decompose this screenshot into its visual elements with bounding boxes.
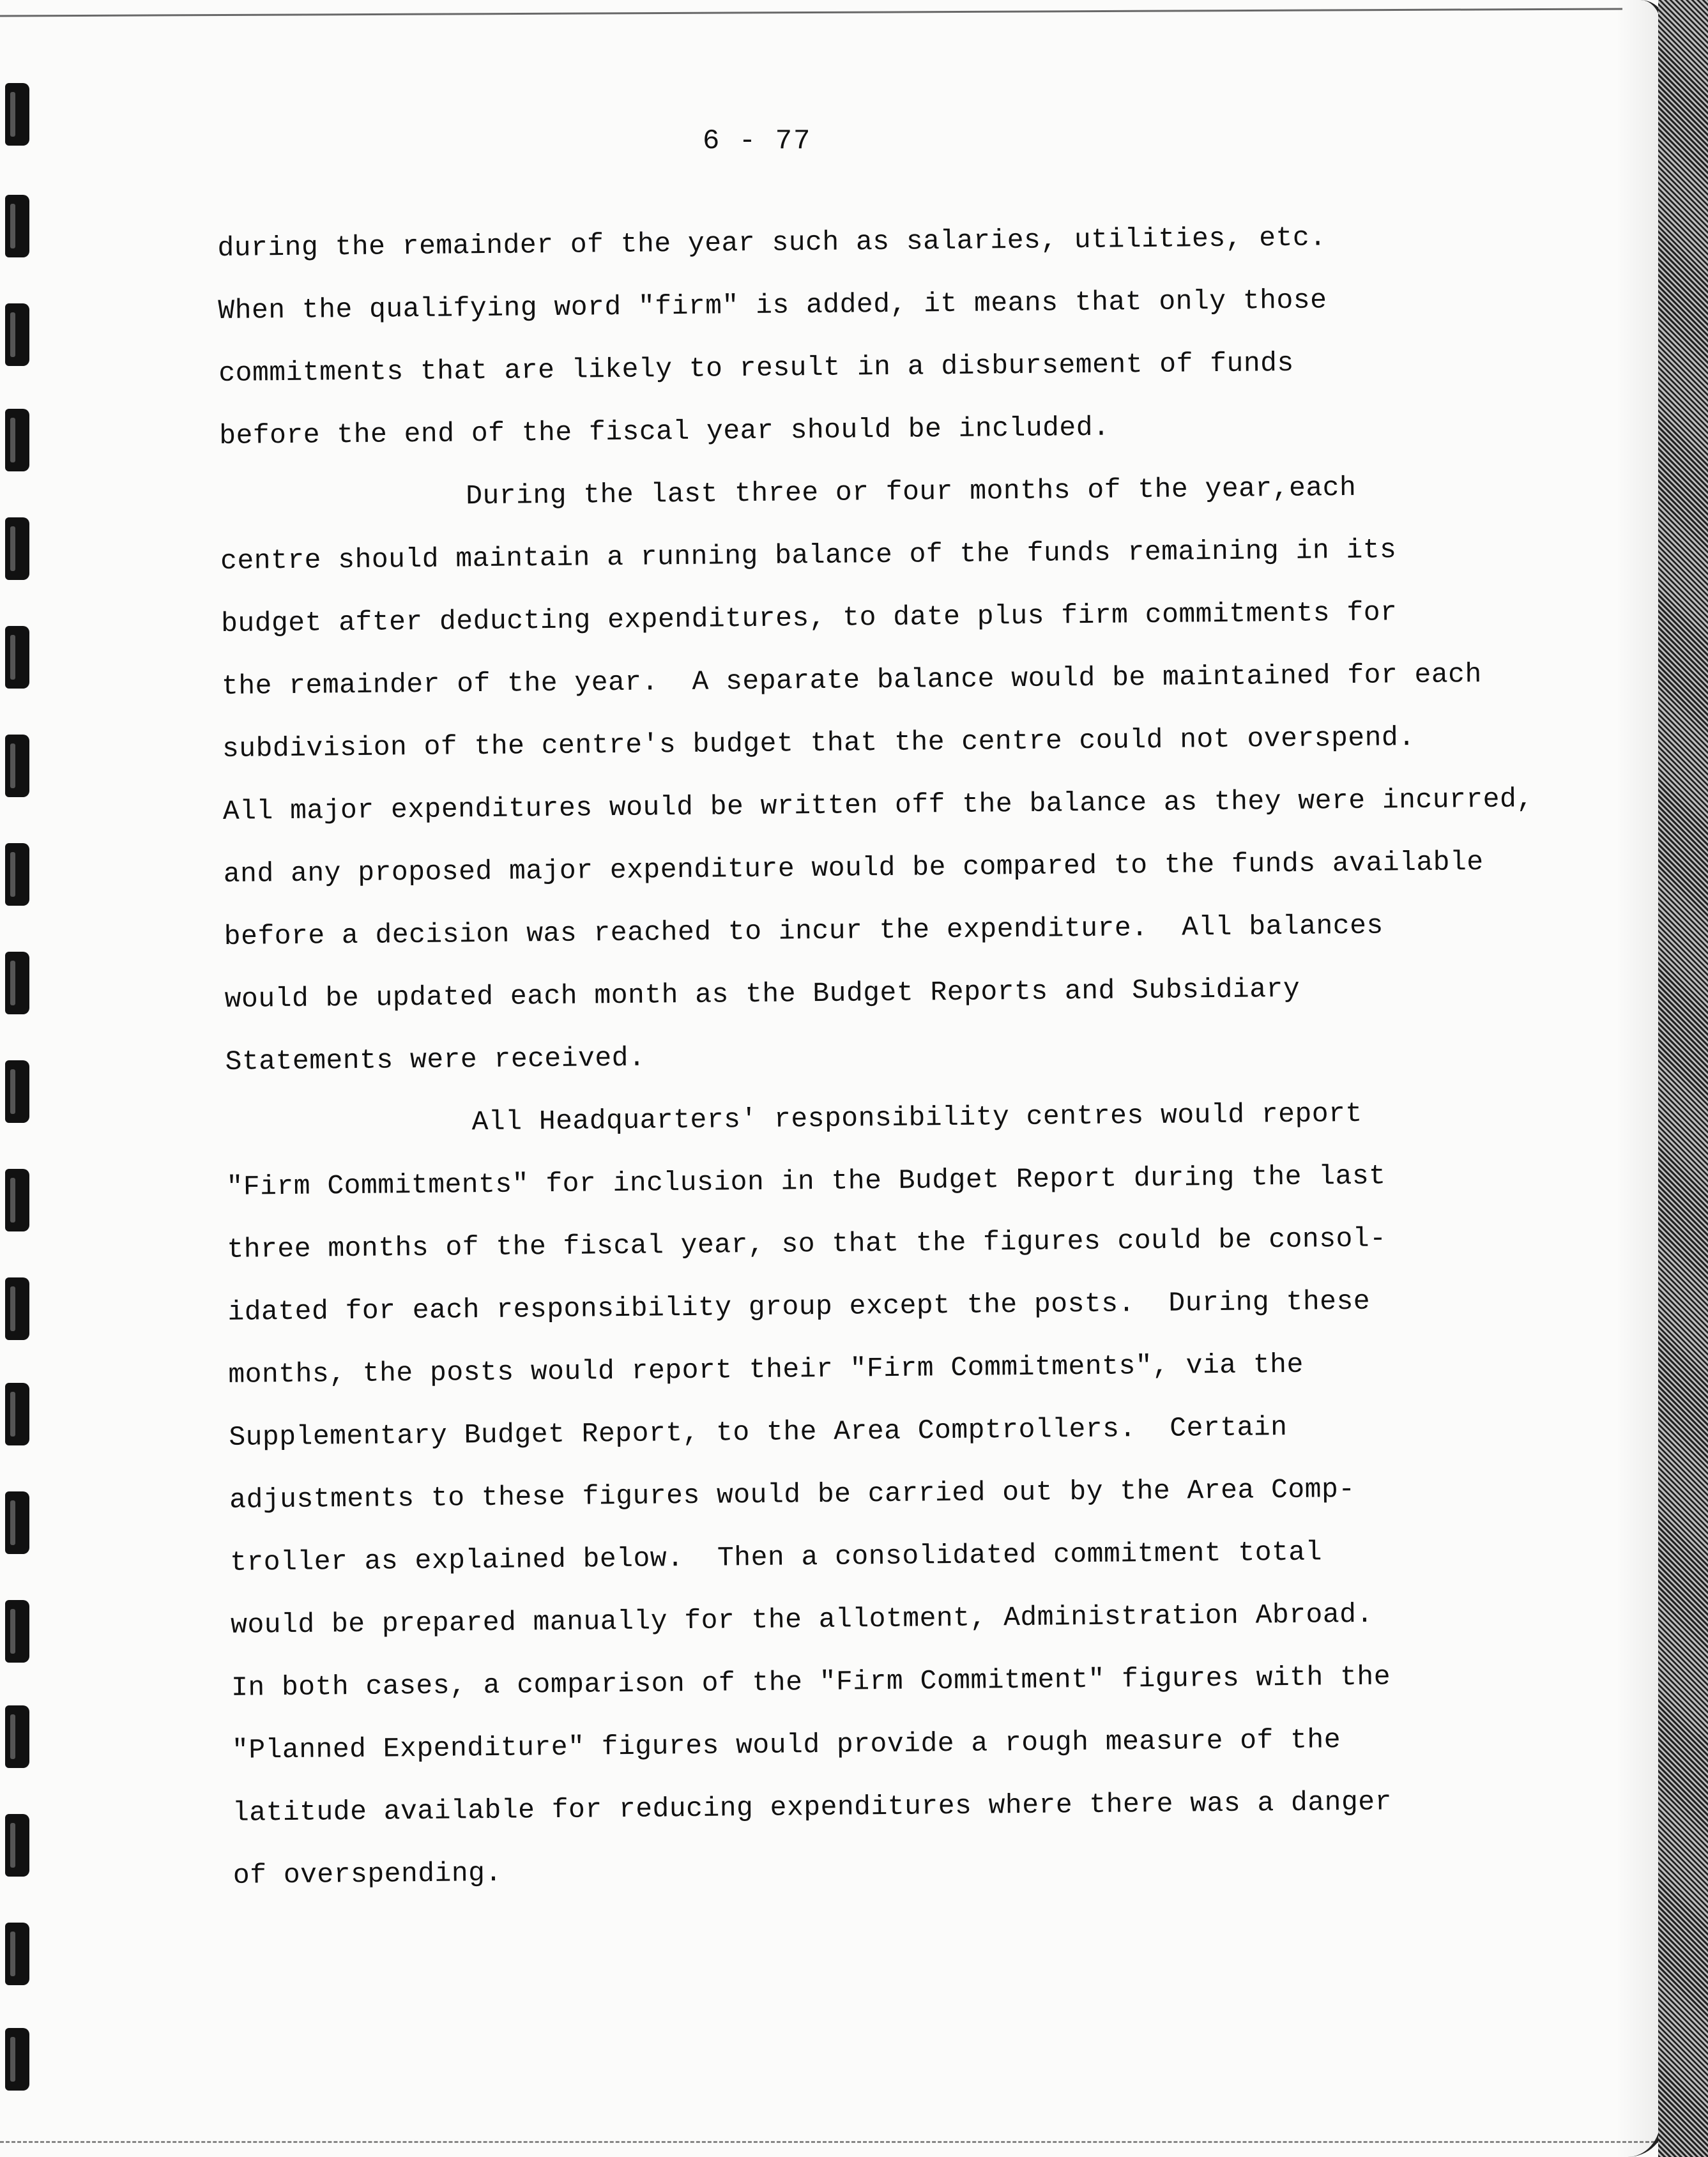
binding-clip (5, 952, 29, 1014)
text-line: latitude available for reducing expenditures where there was a danger (232, 1786, 1392, 1829)
text-line: idated for each responsibility group except the posts. During these (227, 1285, 1371, 1328)
text-line: the remainder of the year. A separate balance would be maintained for each (221, 659, 1483, 702)
text-line: When the qualifying word "firm" is added, it means that only those (218, 284, 1327, 326)
binding-clip (5, 409, 29, 471)
binding-clip (5, 1383, 29, 1445)
binding-clip (5, 1169, 29, 1231)
page-top-edge (0, 8, 1622, 20)
binding-clip (5, 1277, 29, 1340)
text-line: three months of the fiscal year, so that the figures could be consol- (227, 1223, 1387, 1265)
text-line: All Headquarters' responsibility centres would report (471, 1097, 1362, 1138)
binding-clip (5, 1491, 29, 1554)
binding-clip (5, 83, 29, 146)
binding-edge-right (1658, 0, 1708, 2157)
text-line: centre should maintain a running balance of the funds remaining in its (220, 534, 1397, 577)
text-line: months, the posts would report their "Firm Commitments", via the (228, 1348, 1304, 1391)
binding-clip (5, 1060, 29, 1123)
text-line: budget after deducting expenditures, to date plus firm commitments for (220, 597, 1398, 639)
binding-clip (5, 626, 29, 689)
binding-clip (5, 735, 29, 797)
binding-clip (5, 2028, 29, 2091)
text-line: During the last three or four months of the year,each (465, 471, 1357, 512)
binding-clip (5, 1705, 29, 1768)
binding-clip (5, 843, 29, 906)
text-line: would be updated each month as the Budget Reports and Subsidiary (224, 973, 1300, 1015)
binding-clip (5, 1923, 29, 1985)
binding-clip (5, 1600, 29, 1663)
text-line: subdivision of the centre's budget that the centre could not overspend. (222, 722, 1415, 765)
text-line: "Firm Commitments" for inclusion in the Budget Report during the last (226, 1160, 1386, 1203)
binding-clip (5, 195, 29, 257)
text-line: of overspending. (233, 1857, 503, 1891)
text-line: Statements were received. (225, 1042, 646, 1078)
binding-clips (0, 0, 38, 2157)
text-line: commitments that are likely to result in a disbursement of funds (218, 347, 1294, 389)
binding-clip (5, 303, 29, 366)
page-bottom-edge (0, 2141, 1661, 2148)
binding-clip (5, 1814, 29, 1877)
body-text (217, 205, 1534, 1907)
text-line: All major expenditures would be written off the balance as they were incurred, (222, 783, 1534, 827)
text-line: before a decision was reached to incur the expenditure. All balances (224, 910, 1384, 952)
text-line: during the remainder of the year such as salaries, utilities, etc. (217, 222, 1327, 264)
text-line: troller as explained below. Then a consolidated commitment total (229, 1536, 1323, 1578)
text-line: and any proposed major expenditure would be compared to the funds available (223, 846, 1484, 890)
binding-clip (5, 517, 29, 580)
text-line: Supplementary Budget Report, to the Area Comptrollers. Certain (229, 1412, 1288, 1453)
text-line: before the end of the fiscal year should be included. (219, 411, 1110, 452)
text-line: "Planned Expenditure" figures would provide a rough measure of the (231, 1724, 1341, 1766)
text-line: In both cases, a comparison of the "Firm Commitment" figures with the (231, 1661, 1391, 1703)
text-line: adjustments to these figures would be carried out by the Area Comp- (229, 1473, 1355, 1516)
page-number: 6 - 77 (703, 125, 812, 157)
text-line: would be prepared manually for the allotment, Administration Abroad. (230, 1598, 1374, 1641)
